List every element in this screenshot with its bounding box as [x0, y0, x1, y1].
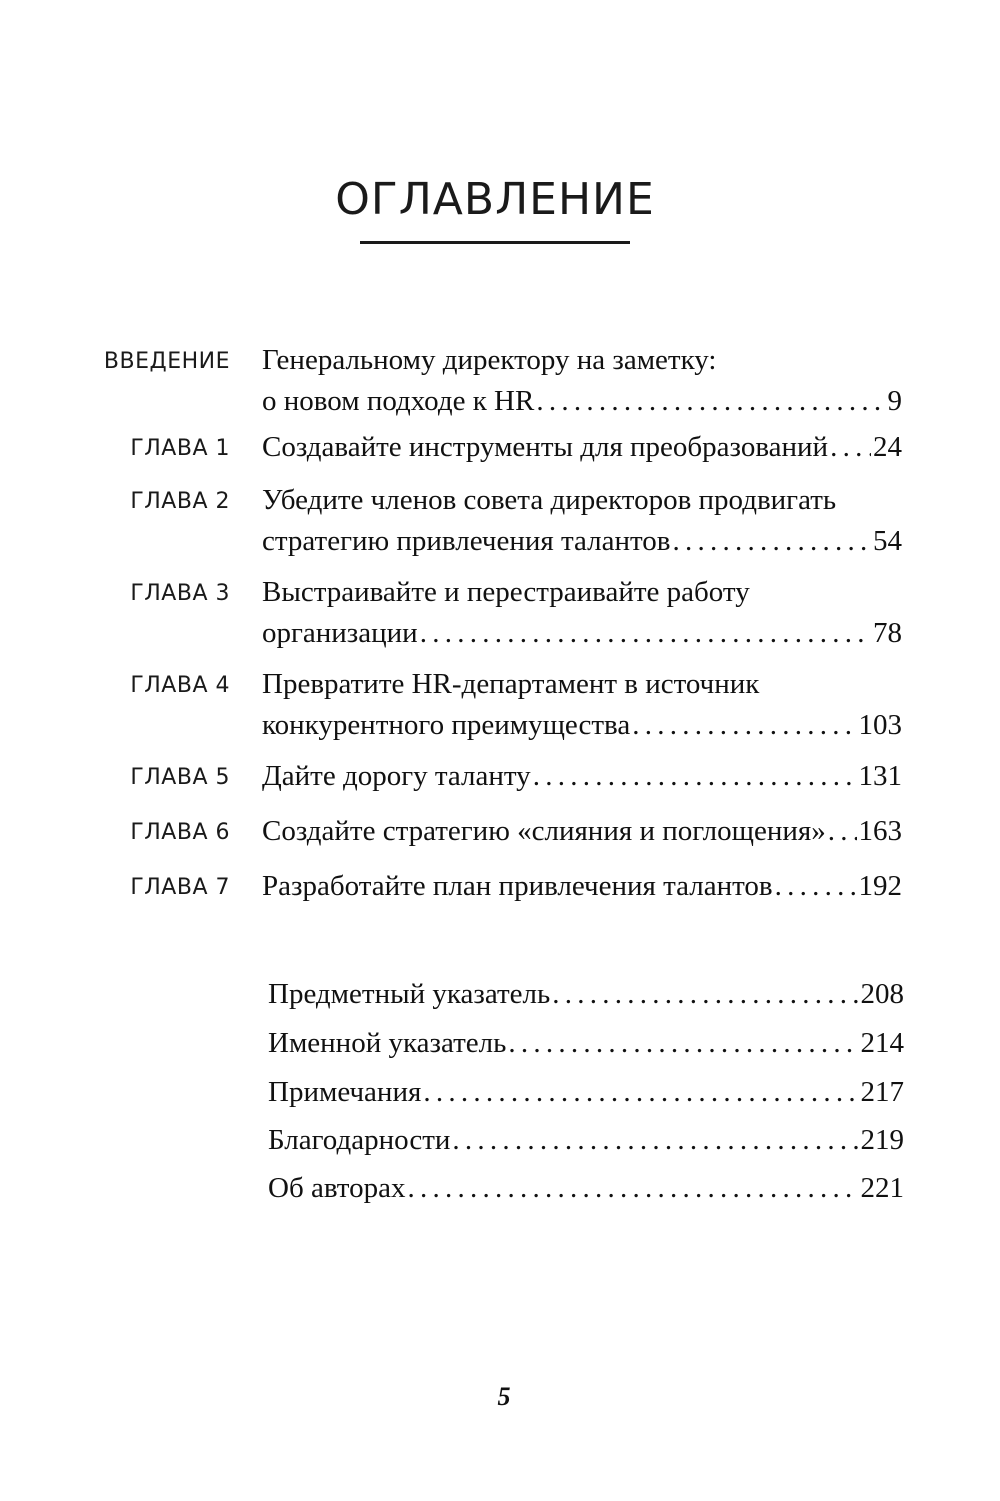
toc-entry-line: Убедите членов совета директоров продвигать: [262, 484, 837, 516]
toc-entry-text: [268, 1168, 904, 1209]
toc-entry-line: Дайте дорогу таланту: [262, 760, 531, 792]
chapter-label: ГЛАВА 4: [130, 673, 230, 698]
toc-entry-line: Именной указатель: [268, 1027, 507, 1059]
toc-entry-text: [268, 1072, 904, 1113]
toc-entry-leader-line: [262, 427, 902, 468]
dot-leader: [452, 1120, 858, 1161]
toc-page-number: 24: [873, 431, 902, 463]
toc-entry-line: Об авторах: [268, 1172, 406, 1204]
dot-leader: [552, 974, 858, 1015]
toc-entry-line: Создавайте инструменты для преобразований: [262, 431, 829, 463]
toc-page-number: 219: [860, 1124, 904, 1156]
toc-entry-leader-line: [268, 1168, 904, 1209]
toc-entry-leader-line: [262, 381, 902, 422]
chapter-label: ГЛАВА 3: [130, 581, 230, 606]
toc-entry-leader-line: [262, 521, 902, 562]
toc-entry-text: [268, 974, 904, 1015]
toc-page-number: 103: [858, 709, 902, 741]
toc-entry-leader-line: [262, 811, 902, 852]
dot-leader: [632, 705, 856, 746]
toc-entry-leader-line: [262, 705, 902, 746]
dot-leader: [672, 521, 871, 562]
toc-entry-line: Генеральному директору на заметку:: [262, 344, 717, 376]
toc-entry-leader-line: [268, 974, 904, 1015]
toc-entry-line: Выстраивайте и перестраивайте работу: [262, 576, 750, 608]
toc-entry-text: [268, 1023, 904, 1064]
toc-entry-leader-line: [268, 1120, 904, 1161]
toc-page-number: 163: [858, 815, 902, 847]
toc-entry-text: [262, 572, 902, 654]
dot-leader: [533, 756, 857, 797]
toc-entry-leader-line: [268, 1072, 904, 1113]
dot-leader: [508, 1023, 858, 1064]
toc-entry-text: [262, 811, 902, 852]
toc-entry-line: Разработайте план привлечения талантов: [262, 870, 773, 902]
toc-page-number: 214: [860, 1027, 904, 1059]
chapter-label: ВВЕДЕНИЕ: [103, 349, 230, 374]
toc-entry-text: [268, 1120, 904, 1161]
toc-entry-line: организации: [262, 617, 418, 649]
toc-page-number: 221: [860, 1172, 904, 1204]
dot-leader: [828, 811, 857, 852]
toc-page-number: 131: [858, 760, 902, 792]
toc-entry-line: стратегию привлечения талантов: [262, 525, 671, 557]
toc-entry-line: Примечания: [268, 1076, 422, 1108]
toc-entry-line: Благодарности: [268, 1124, 451, 1156]
toc-page-number: 54: [873, 525, 902, 557]
dot-leader: [536, 381, 885, 422]
toc-entry-leader-line: [262, 613, 902, 654]
dot-leader: [830, 427, 871, 468]
toc-entry-line: о новом подходе к HR: [262, 385, 535, 417]
toc-entry-text: [262, 756, 902, 797]
toc-entry-text: [262, 664, 902, 746]
toc-entry-leader-line: [262, 756, 902, 797]
page-number: 5: [497, 1382, 511, 1411]
chapter-label: ГЛАВА 5: [130, 765, 230, 790]
toc-page-number: 208: [860, 978, 904, 1010]
toc-entry-line: Предметный указатель: [268, 978, 551, 1010]
chapter-label: ГЛАВА 6: [130, 820, 230, 845]
chapter-label: ГЛАВА 2: [130, 489, 230, 514]
dot-leader: [423, 1072, 858, 1113]
title-underline: [360, 241, 630, 244]
toc-entry-line: Превратите HR-департамент в источник: [262, 668, 760, 700]
page-title: ОГЛАВЛЕНИЕ: [335, 174, 655, 225]
toc-entry-text: [262, 427, 902, 468]
toc-entry-text: [262, 866, 902, 907]
toc-page-number: 9: [887, 385, 902, 417]
toc-entry-text: [262, 340, 902, 422]
chapter-label: ГЛАВА 1: [130, 436, 230, 461]
dot-leader: [420, 613, 871, 654]
toc-page-number: 192: [858, 870, 902, 902]
toc-page-number: 78: [873, 617, 902, 649]
toc-entry-leader-line: [268, 1023, 904, 1064]
dot-leader: [775, 866, 857, 907]
toc-page-number: 217: [860, 1076, 904, 1108]
toc-entry-text: [262, 480, 902, 562]
dot-leader: [407, 1168, 858, 1209]
toc-entry-leader-line: [262, 866, 902, 907]
chapter-label: ГЛАВА 7: [130, 875, 230, 900]
toc-entry-line: конкурентного преимущества: [262, 709, 631, 741]
toc-entry-line: Создайте стратегию «слияния и поглощения»: [262, 815, 826, 847]
